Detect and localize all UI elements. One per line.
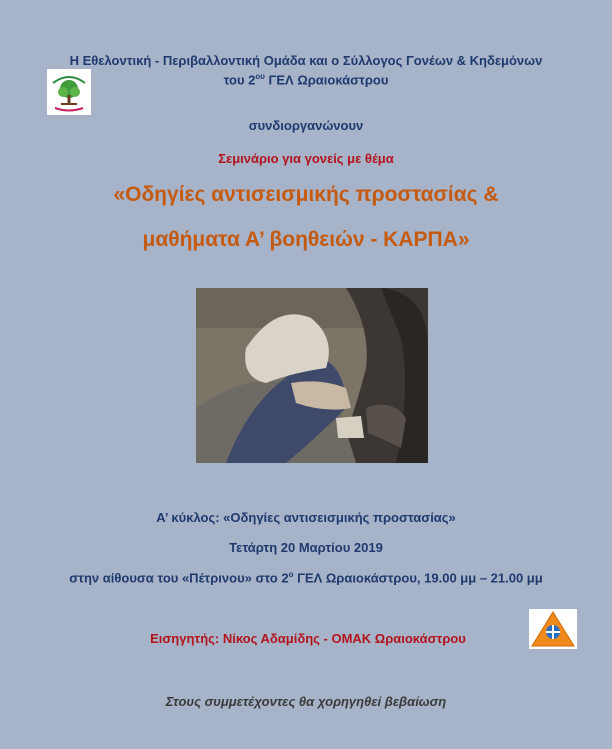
environmental-team-logo	[47, 69, 91, 115]
school-line: του $2^{o\upsilon}$ ΓΕΛ Ωραιοκάστρου	[223, 72, 389, 88]
date-line: Τετάρτη 20 Μαρτίου 2019	[229, 540, 383, 555]
omak-logo	[529, 609, 577, 649]
cycle-line: Α’ κύκλος: «Οδηγίες αντισεισμικής προστασίας»	[156, 510, 456, 525]
certificate-note: Στους συμμετέχοντες θα χορηγηθεί βεβαίωση	[165, 694, 447, 709]
speaker-line: Εισηγητής: Νίκος Αδαμίδης - ΟΜΑΚ Ωραιοκάστρου	[150, 631, 466, 646]
coorganize-label: συνδιοργανώνουν	[248, 118, 364, 133]
organizers-line: Η Εθελοντική - Περιβαλλοντική Ομάδα και ο Σύλλογος Γονέων & Κηδεμόνων	[69, 53, 543, 68]
place-time-line: στην αίθουσα του «Πέτρινου» στο $2^o$ ΓΕΛ Ωραιοκάστρου, 19.00 μμ – 21.00 μμ	[69, 570, 543, 586]
seminar-title-line-1: «Οδηγίες αντισεισμικής προστασίας &	[113, 183, 499, 206]
seminar-intro: Σεμινάριο για γονείς με θέμα	[218, 151, 394, 166]
seminar-title-line-2: μαθήματα Α’ βοηθειών - ΚΑΡΠΑ»	[142, 228, 470, 251]
first-aid-photo	[196, 288, 428, 463]
